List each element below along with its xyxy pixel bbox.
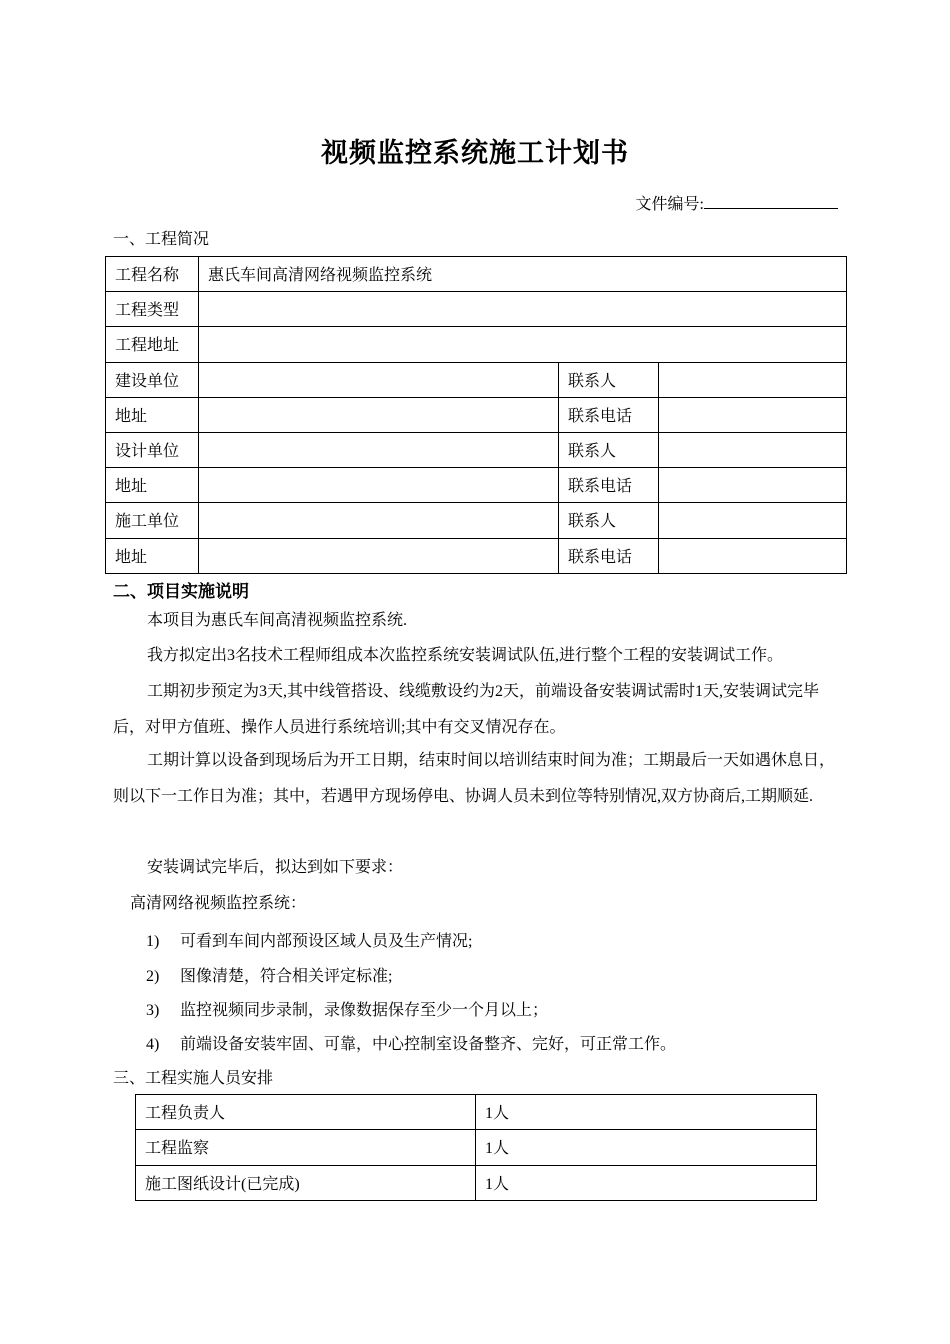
constructor-address-label: 地址 (106, 538, 199, 573)
section-heading-overview: 一、工程简况 (113, 231, 210, 248)
document-number-label: 文件编号: (635, 196, 704, 213)
staff-table (135, 1094, 817, 1201)
paragraph-duration: 工期计算以设备到现场后为开工日期，结束时间以培训结束时间为准；工期最后一天如遇休息日，则以下一工作日为准；其中，若遇甲方现场停电、协调人员未到位等特别情况,双方协商后,工期顺延. (113, 752, 836, 805)
paragraph-system-name: 高清网络视频监控系统： (130, 895, 307, 912)
designer-phone-label: 联系电话 (559, 468, 659, 503)
constructor-label: 施工单位 (106, 503, 199, 538)
builder-address-label: 地址 (106, 397, 199, 432)
designer-contact-value[interactable] (659, 432, 847, 467)
staff-count: 1人 (476, 1095, 817, 1130)
list-item (146, 928, 472, 951)
constructor-value[interactable] (199, 503, 559, 538)
project-name-value[interactable]: 惠氏车间高清网络视频监控系统 (199, 257, 847, 292)
constructor-phone-label: 联系电话 (559, 538, 659, 573)
table-row (106, 362, 847, 397)
section-heading-staff: 三、工程实施人员安排 (113, 1070, 274, 1087)
constructor-contact-label: 联系人 (559, 503, 659, 538)
builder-value[interactable] (199, 362, 559, 397)
paragraph-intro: 本项目为惠氏车间高清视频监控系统. (147, 612, 408, 629)
project-address-label: 工程地址 (106, 327, 199, 362)
builder-label: 建设单位 (106, 362, 199, 397)
table-row (136, 1130, 817, 1165)
page-title: 视频监控系统施工计划书 (321, 138, 629, 168)
list-item-text: 前端设备安装牢固、可靠，中心控制室设备整齐、完好，可正常工作。 (180, 1036, 677, 1053)
list-item-number: 1) (146, 933, 160, 950)
list-item-text: 图像清楚，符合相关评定标准; (180, 968, 393, 985)
table-row (106, 257, 847, 292)
staff-count: 1人 (476, 1130, 817, 1165)
staff-role: 施工图纸设计(已完成) (136, 1165, 476, 1200)
designer-address-label: 地址 (106, 468, 199, 503)
designer-label: 设计单位 (106, 432, 199, 467)
paragraph-team: 我方拟定出3名技术工程师组成本次监控系统安装调试队伍,进行整个工程的安装调试工作。 (147, 647, 784, 664)
table-row (136, 1165, 817, 1200)
builder-contact-label: 联系人 (559, 362, 659, 397)
document-number-blank[interactable] (704, 194, 838, 209)
document-number (636, 191, 838, 214)
designer-contact-label: 联系人 (559, 432, 659, 467)
table-row (106, 397, 847, 432)
builder-contact-value[interactable] (659, 362, 847, 397)
constructor-contact-value[interactable] (659, 503, 847, 538)
builder-phone-value[interactable] (659, 397, 847, 432)
designer-phone-value[interactable] (659, 468, 847, 503)
list-item (146, 963, 392, 986)
project-type-label: 工程类型 (106, 292, 199, 327)
project-address-value[interactable] (199, 327, 847, 362)
constructor-phone-value[interactable] (659, 538, 847, 573)
builder-address-value[interactable] (199, 397, 559, 432)
section-heading-implementation: 二、项目实施说明 (113, 582, 249, 601)
staff-count: 1人 (476, 1165, 817, 1200)
designer-value[interactable] (199, 432, 559, 467)
project-name-label: 工程名称 (106, 257, 199, 292)
paragraph-schedule: 工期初步预定为3天,其中线管搭设、线缆敷设约为2天，前端设备安装调试需时1天,安装调试完毕后，对甲方值班、操作人员进行系统培训;其中有交叉情况存在。 (113, 683, 820, 736)
project-info-table (105, 256, 847, 574)
list-item-number: 3) (146, 1002, 160, 1019)
constructor-address-value[interactable] (199, 538, 559, 573)
list-item (146, 1031, 676, 1054)
staff-role: 工程负责人 (136, 1095, 476, 1130)
project-type-value[interactable] (199, 292, 847, 327)
list-item-text: 监控视频同步录制，录像数据保存至少一个月以上； (180, 1002, 549, 1019)
table-row (106, 503, 847, 538)
list-item-text: 可看到车间内部预设区域人员及生产情况; (180, 933, 473, 950)
designer-address-value[interactable] (199, 468, 559, 503)
table-row (106, 292, 847, 327)
table-row (106, 468, 847, 503)
list-item (146, 997, 548, 1020)
table-row (106, 538, 847, 573)
builder-phone-label: 联系电话 (559, 397, 659, 432)
table-row (106, 327, 847, 362)
list-item-number: 4) (146, 1036, 160, 1053)
table-row (106, 432, 847, 467)
table-row (136, 1095, 817, 1130)
staff-role: 工程监察 (136, 1130, 476, 1165)
paragraph-requirements-intro: 安装调试完毕后，拟达到如下要求： (147, 859, 404, 876)
list-item-number: 2) (146, 968, 160, 985)
